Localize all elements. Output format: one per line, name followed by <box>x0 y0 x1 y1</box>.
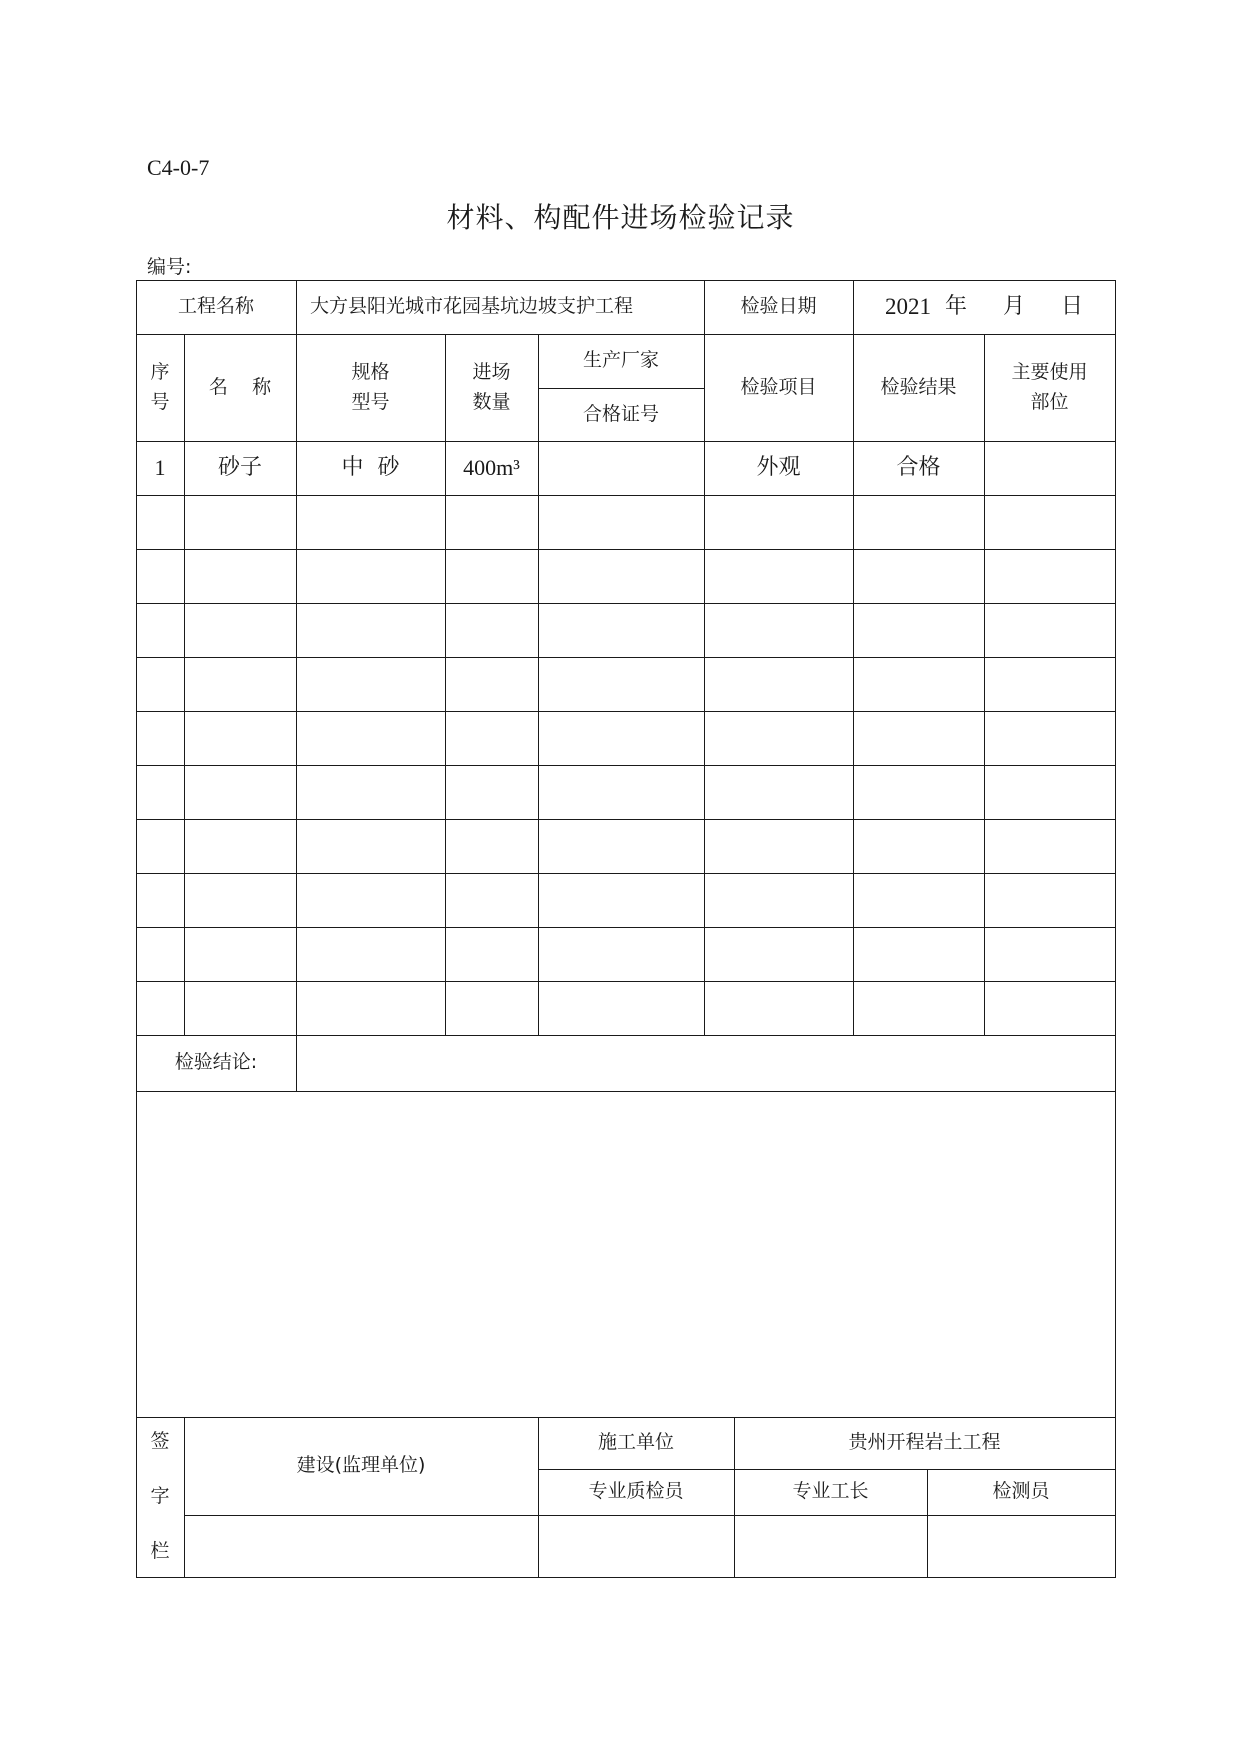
row-1-spec: 中 砂 <box>341 454 400 480</box>
col-header-manufacturer: 生产厂家 <box>582 349 659 372</box>
grid-line-h <box>136 981 1115 982</box>
project-name-label: 工程名称 <box>177 295 254 318</box>
grid-line-v <box>184 1417 185 1577</box>
row-1-result: 合格 <box>896 454 941 480</box>
grid-line-v <box>734 1417 735 1577</box>
grid-line-v <box>927 1469 928 1577</box>
inspection-date-label: 检验日期 <box>740 295 817 318</box>
col-header-seq: 序 号 <box>150 361 170 413</box>
grid-line-v <box>296 334 297 1035</box>
owner-signature <box>184 1515 538 1577</box>
grid-line-v <box>853 334 854 1035</box>
grid-line-h <box>136 819 1115 820</box>
contractor-label: 施工单位 <box>597 1431 674 1454</box>
grid-line-h <box>136 549 1115 550</box>
grid-line-v <box>704 334 705 1035</box>
grid-line-h <box>538 388 704 389</box>
form-code: C4-0-7 <box>147 155 210 180</box>
inspection-date-day-char: 日 <box>1061 293 1084 319</box>
document-title: 材料、构配件进场检验记录 <box>446 201 795 234</box>
col-header-certificate: 合格证号 <box>582 402 659 425</box>
contractor-name: 贵州开程岩土工程 <box>848 1431 1001 1454</box>
inspection-date-month-char: 月 <box>1002 293 1025 319</box>
project-name-value: 大方县阳光城市花园基坑边坡支护工程 <box>310 295 634 318</box>
table-border-left <box>136 280 137 1577</box>
qc-inspector-label: 专业质检员 <box>588 1480 684 1503</box>
inspection-date-year: 2021 <box>884 294 931 320</box>
row-1-name: 砂子 <box>217 454 262 480</box>
grid-line-h <box>136 711 1115 712</box>
grid-line-h <box>136 873 1115 874</box>
grid-line-v <box>296 280 297 334</box>
foreman-label: 专业工长 <box>792 1480 869 1503</box>
grid-line-h <box>136 1091 1115 1092</box>
grid-line-h <box>136 1417 1115 1418</box>
row-1-qty: 400m³ <box>463 454 520 480</box>
conclusion-body <box>136 1091 1115 1417</box>
grid-line-v <box>184 334 185 1035</box>
col-header-qty: 进场 数量 <box>472 361 511 413</box>
owner-label: 建设(监理单位) <box>296 1454 426 1477</box>
qc-signature <box>538 1515 734 1577</box>
conclusion-value <box>296 1035 1115 1091</box>
grid-line-v <box>538 1417 539 1577</box>
grid-line-v <box>296 1035 297 1091</box>
grid-line-h <box>136 657 1115 658</box>
table-border-bottom <box>136 1577 1116 1578</box>
conclusion-label: 检验结论: <box>174 1051 258 1074</box>
grid-line-h <box>184 1515 1115 1516</box>
tester-label: 检测员 <box>992 1480 1050 1503</box>
table-border-top <box>136 280 1115 281</box>
col-header-location: 主要使用 部位 <box>1011 361 1088 413</box>
foreman-signature <box>734 1515 927 1577</box>
inspection-date-value <box>853 280 1115 334</box>
grid-line-h <box>538 1469 1115 1470</box>
inspection-date-year-char: 年 <box>944 293 967 319</box>
table-border-right <box>1115 280 1116 1577</box>
inspection-form-table <box>136 280 1115 1577</box>
col-header-result: 检验结果 <box>880 375 957 398</box>
row-1-seq: 1 <box>154 454 166 480</box>
serial-number-label: 编号: <box>147 256 192 278</box>
col-header-spec: 规格 型号 <box>351 361 390 413</box>
grid-line-v <box>984 334 985 1035</box>
grid-line-h <box>136 927 1115 928</box>
grid-line-h <box>136 765 1115 766</box>
grid-line-h <box>136 603 1115 604</box>
row-1-item: 外观 <box>756 454 801 480</box>
grid-line-v <box>538 334 539 1035</box>
grid-line-v <box>704 280 705 334</box>
grid-line-v <box>445 334 446 1035</box>
grid-line-h <box>136 334 1115 335</box>
row-1-certificate <box>538 441 704 495</box>
col-header-name: 名 称 <box>208 375 272 398</box>
tester-signature <box>927 1515 1115 1577</box>
row-1-location <box>984 441 1115 495</box>
grid-line-v <box>853 280 854 334</box>
grid-line-h <box>136 1035 1115 1036</box>
grid-line-h <box>136 495 1115 496</box>
col-header-item: 检验项目 <box>740 375 817 398</box>
signature-side-label: 签 字 栏 <box>150 1430 170 1563</box>
grid-line-h <box>136 441 1115 442</box>
